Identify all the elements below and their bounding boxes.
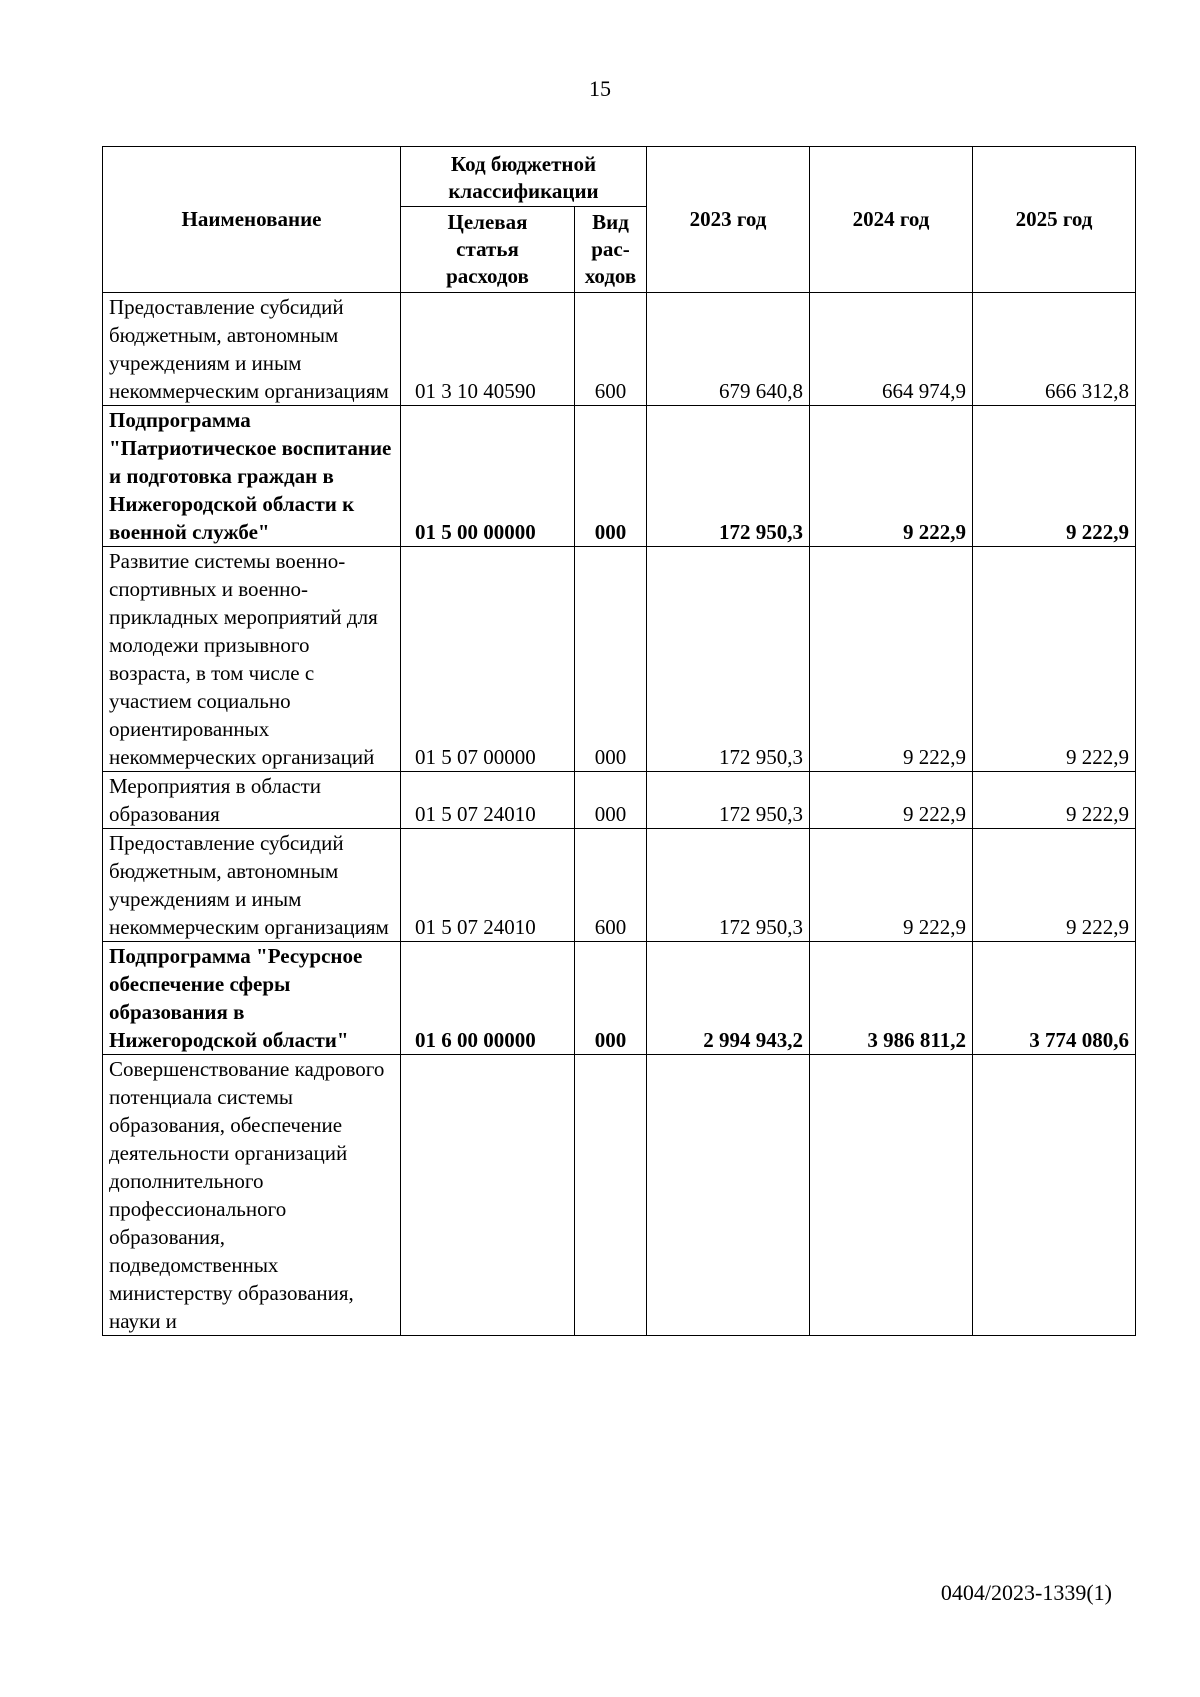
row-amount-2023	[647, 1055, 810, 1336]
table-row-subprogram	[103, 942, 1136, 1055]
row-code: 01 3 10 40590	[401, 293, 575, 406]
row-code: 01 5 07 24010	[401, 829, 575, 942]
row-amount-2023: 172 950,3	[647, 829, 810, 942]
table-row	[103, 772, 1136, 829]
row-code: 01 6 00 00000	[401, 942, 575, 1055]
table-row	[103, 547, 1136, 772]
table-row-subprogram	[103, 406, 1136, 547]
header-year-2025: 2025 год	[973, 147, 1136, 293]
row-amount-2024: 9 222,9	[810, 406, 973, 547]
row-name: Развитие системы военно-спортивных и военно-прикладных мероприятий для молодежи призывного возраста, в том числе с участием социально ориентированных некоммерческих организаций	[103, 547, 401, 772]
row-amount-2025: 9 222,9	[973, 772, 1136, 829]
table-row	[103, 1055, 1136, 1336]
row-name: Мероприятия в области образования	[103, 772, 401, 829]
row-name: Предоставление субсидий бюджетным, автономным учреждениям и иным некоммерческим организациям	[103, 293, 401, 406]
row-kind: 000	[575, 942, 647, 1055]
row-kind: 000	[575, 772, 647, 829]
header-expense-kind	[575, 207, 647, 293]
budget-table	[102, 146, 1136, 1336]
row-code: 01 5 00 00000	[401, 406, 575, 547]
row-amount-2025: 666 312,8	[973, 293, 1136, 406]
row-amount-2023: 172 950,3	[647, 547, 810, 772]
row-amount-2024: 3 986 811,2	[810, 942, 973, 1055]
row-amount-2023: 172 950,3	[647, 406, 810, 547]
header-expense-kind-line: ходов	[584, 264, 637, 288]
row-kind: 000	[575, 406, 647, 547]
row-name: Подпрограмма "Патриотическое воспитание и подготовка граждан в Нижегородской области к военной службе"	[103, 406, 401, 547]
row-amount-2025	[973, 1055, 1136, 1336]
header-budget-code-group: Код бюджетной классификации	[401, 147, 647, 207]
header-name: Наименование	[103, 147, 401, 293]
row-amount-2023: 679 640,8	[647, 293, 810, 406]
row-amount-2023: 172 950,3	[647, 772, 810, 829]
row-name: Предоставление субсидий бюджетным, автономным учреждениям и иным некоммерческим организациям	[103, 829, 401, 942]
page-number: 15	[589, 76, 611, 101]
header-target-article-line: расходов	[446, 264, 529, 288]
row-amount-2024	[810, 1055, 973, 1336]
row-amount-2024: 664 974,9	[810, 293, 973, 406]
row-amount-2025: 3 774 080,6	[973, 942, 1136, 1055]
row-amount-2024: 9 222,9	[810, 547, 973, 772]
header-year-2024: 2024 год	[810, 147, 973, 293]
row-amount-2024: 9 222,9	[810, 829, 973, 942]
row-amount-2025: 9 222,9	[973, 829, 1136, 942]
row-kind: 600	[575, 829, 647, 942]
header-target-article	[401, 207, 575, 293]
row-name: Совершенствование кадрового потенциала системы образования, обеспечение деятельности организаций дополнительного профессионального образования, подведомственных министерству образования, науки и	[103, 1055, 401, 1336]
row-kind	[575, 1055, 647, 1336]
header-target-article-line: Целевая	[447, 210, 528, 234]
row-code: 01 5 07 24010	[401, 772, 575, 829]
row-amount-2023: 2 994 943,2	[647, 942, 810, 1055]
row-kind: 000	[575, 547, 647, 772]
row-amount-2025: 9 222,9	[973, 547, 1136, 772]
document-footer-code: 0404/2023-1339(1)	[940, 1580, 1112, 1605]
header-expense-kind-line: Вид	[592, 210, 629, 234]
table-row	[103, 293, 1136, 406]
row-code	[401, 1055, 575, 1336]
table-row	[103, 829, 1136, 942]
row-amount-2025: 9 222,9	[973, 406, 1136, 547]
row-kind: 600	[575, 293, 647, 406]
header-expense-kind-line: рас-	[591, 237, 630, 261]
header-target-article-line: статья	[456, 237, 519, 261]
row-code: 01 5 07 00000	[401, 547, 575, 772]
header-year-2023: 2023 год	[647, 147, 810, 293]
row-amount-2024: 9 222,9	[810, 772, 973, 829]
row-name: Подпрограмма "Ресурсное обеспечение сферы образования в Нижегородской области"	[103, 942, 401, 1055]
